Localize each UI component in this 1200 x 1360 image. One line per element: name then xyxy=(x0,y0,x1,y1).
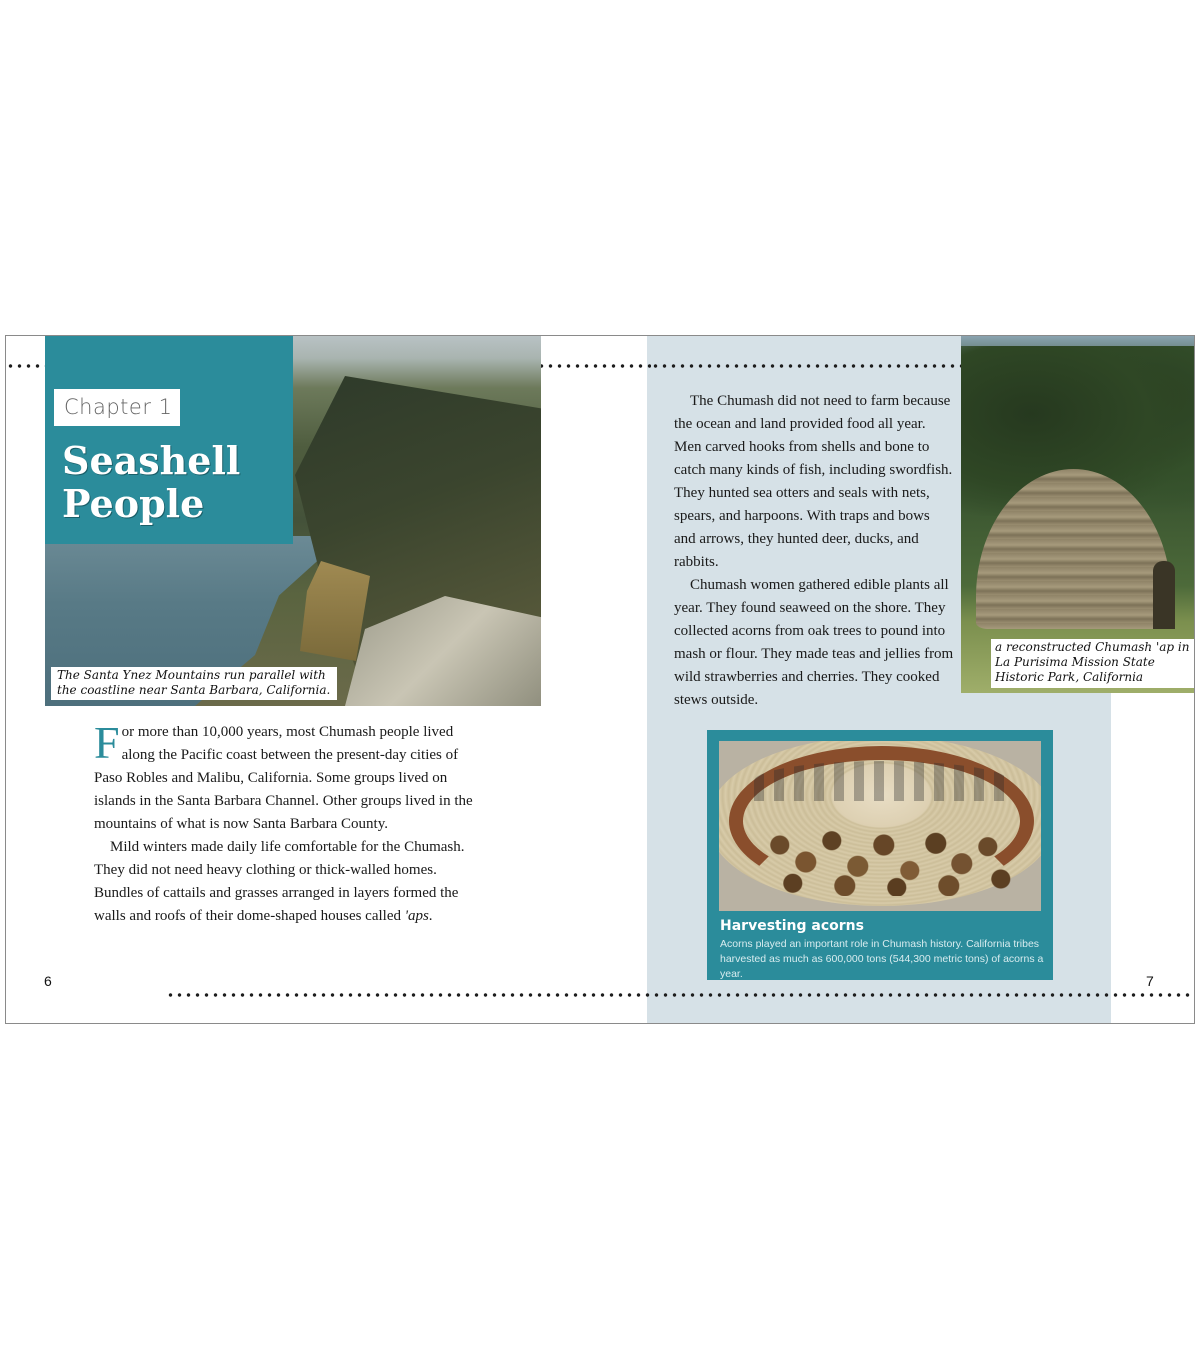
sidebar-title: Harvesting acorns xyxy=(720,918,864,934)
hut-doorway xyxy=(1153,561,1175,629)
page-number-left: 6 xyxy=(44,973,52,989)
left-paragraph-2-text: Mild winters made daily life comfortable for the Chumash. They did not need heavy clothing or thick-walled homes. Bundles of cattails and grasses arranged in layers formed the walls and roofs of their dome-shaped houses called xyxy=(94,839,465,924)
left-paragraph-1-text: or more than 10,000 years, most Chumash people lived along the Pacific coast between the present-day cities of Paso Robles and Malibu, California. Some groups lived on islands in the Santa Barbara Channel. Other groups lived in the mountains of what is now Santa Barbara County. xyxy=(94,724,473,832)
bottom-dotted-rule xyxy=(166,993,1195,997)
sidebar-text: Acorns played an important role in Chumash history. California tribes harvested as much as 600,000 tons (544,300 metric tons) of acorns a year. xyxy=(720,938,1044,980)
right-paragraph-1: The Chumash did not need to farm because the ocean and land provided food all year. Men carved hooks from shells and bone to catch many kinds of fish, including swordfish. They hunted sea otters and seals with nets, spears, and harpoons. With traps and bows and arrows, they hunted deer, ducks, and rabbits. xyxy=(674,393,953,570)
chapter-label: Chapter 1 xyxy=(54,389,180,426)
right-paragraph-2: Chumash women gathered edible plants all year. They found seaweed on the shore. They collected acorns from oak trees to pound into mash or flour. They made teas and jellies from wild strawberries and cherries. They cooked stews outside. xyxy=(674,577,954,708)
right-body-text xyxy=(674,390,954,712)
left-body-text xyxy=(94,717,484,928)
left-paragraph-1 xyxy=(94,717,484,836)
left-paragraph-2 xyxy=(94,836,484,928)
coastline-photo-caption: The Santa Ynez Mountains run parallel with the coastline near Santa Barbara, California. xyxy=(51,667,337,700)
chapter-title-line1: Seashell xyxy=(62,438,241,483)
left-paragraph-2-end: . xyxy=(428,908,433,924)
chapter-title xyxy=(62,439,292,525)
acorn-sidebar xyxy=(707,730,1053,980)
top-dotted-rule-right xyxy=(651,364,966,368)
aps-term: 'aps xyxy=(404,908,429,924)
acorns xyxy=(759,811,1019,896)
hut-photo-caption: a reconstructed Chumash 'ap in La Purisima Mission State Historic Park, California xyxy=(991,639,1195,688)
book-spread xyxy=(5,335,1195,1024)
drop-cap: F xyxy=(94,717,120,768)
chapter-title-line2: People xyxy=(62,481,205,526)
acorn-basket-photo xyxy=(719,741,1041,911)
page-number-right: 7 xyxy=(1146,973,1154,989)
basket-zigzag-pattern xyxy=(754,761,1009,801)
